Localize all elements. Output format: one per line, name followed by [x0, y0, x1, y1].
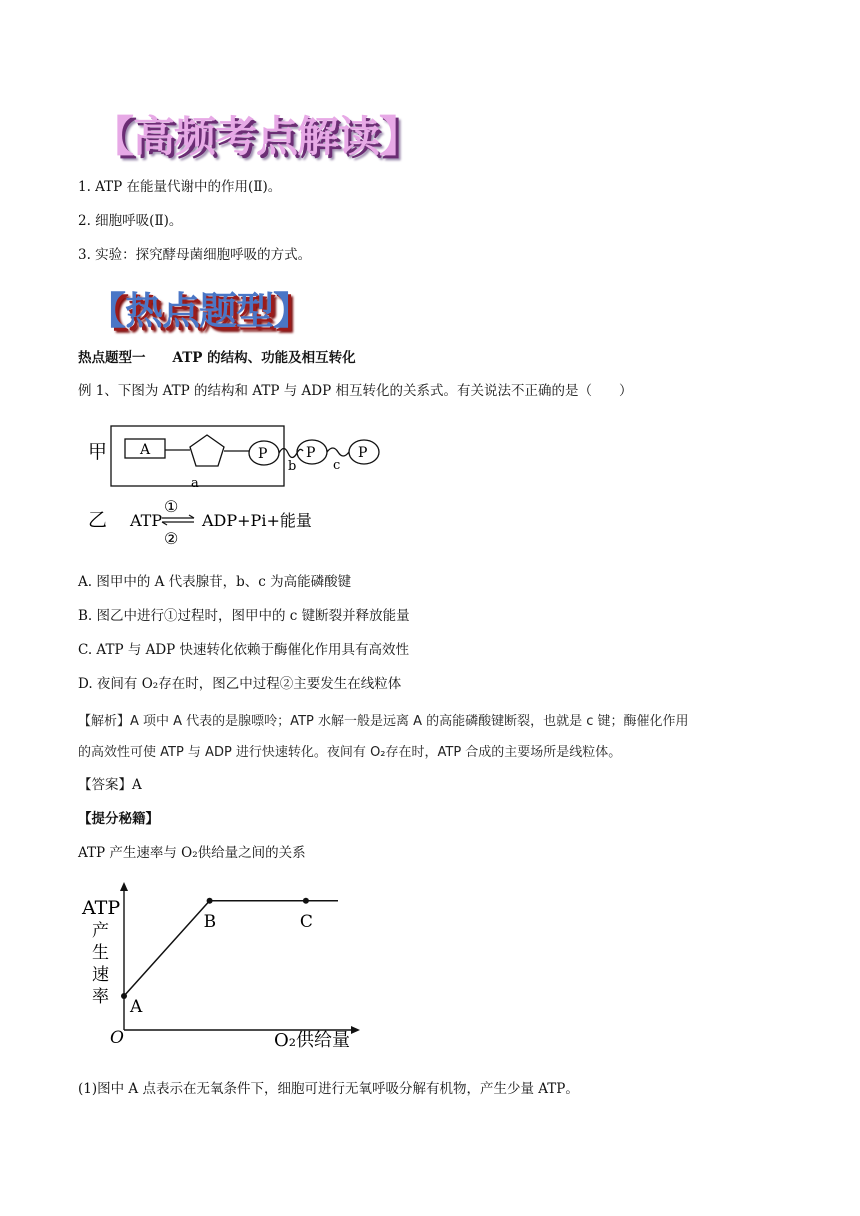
- point-c: [303, 898, 309, 904]
- equation-right: ADP+Pi+能量: [202, 511, 312, 530]
- y-axis-arrow: [120, 882, 128, 891]
- kaodian-item-3: 3. 实验：探究酵母菌细胞呼吸的方式。: [78, 247, 312, 263]
- origin-label: O: [110, 1028, 124, 1048]
- point-a: [121, 993, 127, 999]
- section-title: 热点题型一 ATP 的结构、功能及相互转化: [78, 350, 356, 366]
- banner-kaodian: 【高频考点解读】: [92, 112, 421, 161]
- option-a: A. 图甲中的 A 代表腺苷，b、c 为高能磷酸键: [78, 574, 352, 590]
- y-axis-title-atp: ATP: [82, 897, 121, 919]
- option-b: B. 图乙中进行①过程时，图甲中的 c 键断裂并释放能量: [78, 608, 410, 624]
- answer: 【答案】A: [78, 777, 142, 793]
- fig-jia-label: 甲: [88, 441, 108, 463]
- note-1: (1)图中 A 点表示在无氧条件下，细胞可进行无氧呼吸分解有机物，产生少量 ATP。: [78, 1081, 579, 1097]
- example-question: 例 1、下图为 ATP 的结构和 ATP 与 ADP 相互转化的关系式。有关说法不正确的是（ ）: [78, 383, 633, 399]
- tip-text: ATP 产生速率与 O₂供给量之间的关系: [78, 845, 306, 861]
- x-axis-title: O₂供给量: [274, 1030, 350, 1051]
- point-label-b: B: [203, 911, 217, 932]
- point-label-a: A: [130, 997, 143, 1017]
- y-axis-char-2: 生: [92, 943, 109, 963]
- bond-c: [327, 448, 349, 456]
- bond-c-label: c: [333, 458, 341, 473]
- fig-yi-label: 乙: [88, 509, 108, 531]
- point-label-c: C: [299, 911, 313, 932]
- phosphate-1-label: P: [258, 446, 268, 462]
- analysis-line-2: 的高效性可使 ATP 与 ADP 进行快速转化。夜间有 O₂存在时，ATP 合成的主要场所是线粒体。: [78, 745, 622, 760]
- analysis-line-1: 【解析】A 项中 A 代表的是腺嘌呤；ATP 水解一般是远离 A 的高能磷酸键断裂，也就是 c 键；酶催化作用: [78, 714, 689, 729]
- point-b: [207, 898, 213, 904]
- arrow-top-label: ①: [164, 497, 179, 516]
- atp-rate-chart: [78, 878, 368, 1058]
- tip-title: 【提分秘籍】: [78, 811, 159, 827]
- kaodian-item-1: 1. ATP 在能量代谢中的作用(Ⅱ)。: [78, 179, 282, 195]
- bond-b-label: b: [288, 459, 297, 474]
- phosphate-3-label: P: [358, 445, 368, 461]
- option-c: C. ATP 与 ADP 快速转化依赖于酶催化作用具有高效性: [78, 642, 410, 658]
- bond-b: [279, 449, 303, 458]
- atp-structure-figure: [78, 420, 408, 555]
- y-axis-char-4: 率: [92, 987, 109, 1007]
- y-axis-char-3: 速: [92, 965, 109, 985]
- arrow-bottom-label: ②: [164, 529, 179, 548]
- kaodian-item-2: 2. 细胞呼吸(Ⅱ)。: [78, 213, 183, 229]
- option-d: D. 夜间有 O₂存在时，图乙中过程②主要发生在线粒体: [78, 676, 402, 692]
- phosphate-2-label: P: [306, 445, 316, 461]
- bracket-a-label: a: [191, 476, 199, 491]
- banner-tixing: 【热点题型】: [88, 288, 311, 333]
- equation-left: ATP: [130, 511, 163, 530]
- y-axis-char-1: 产: [92, 921, 109, 941]
- ribose-pentagon: [190, 435, 224, 466]
- adenine-label: A: [140, 442, 151, 458]
- x-axis-arrow: [351, 1026, 360, 1034]
